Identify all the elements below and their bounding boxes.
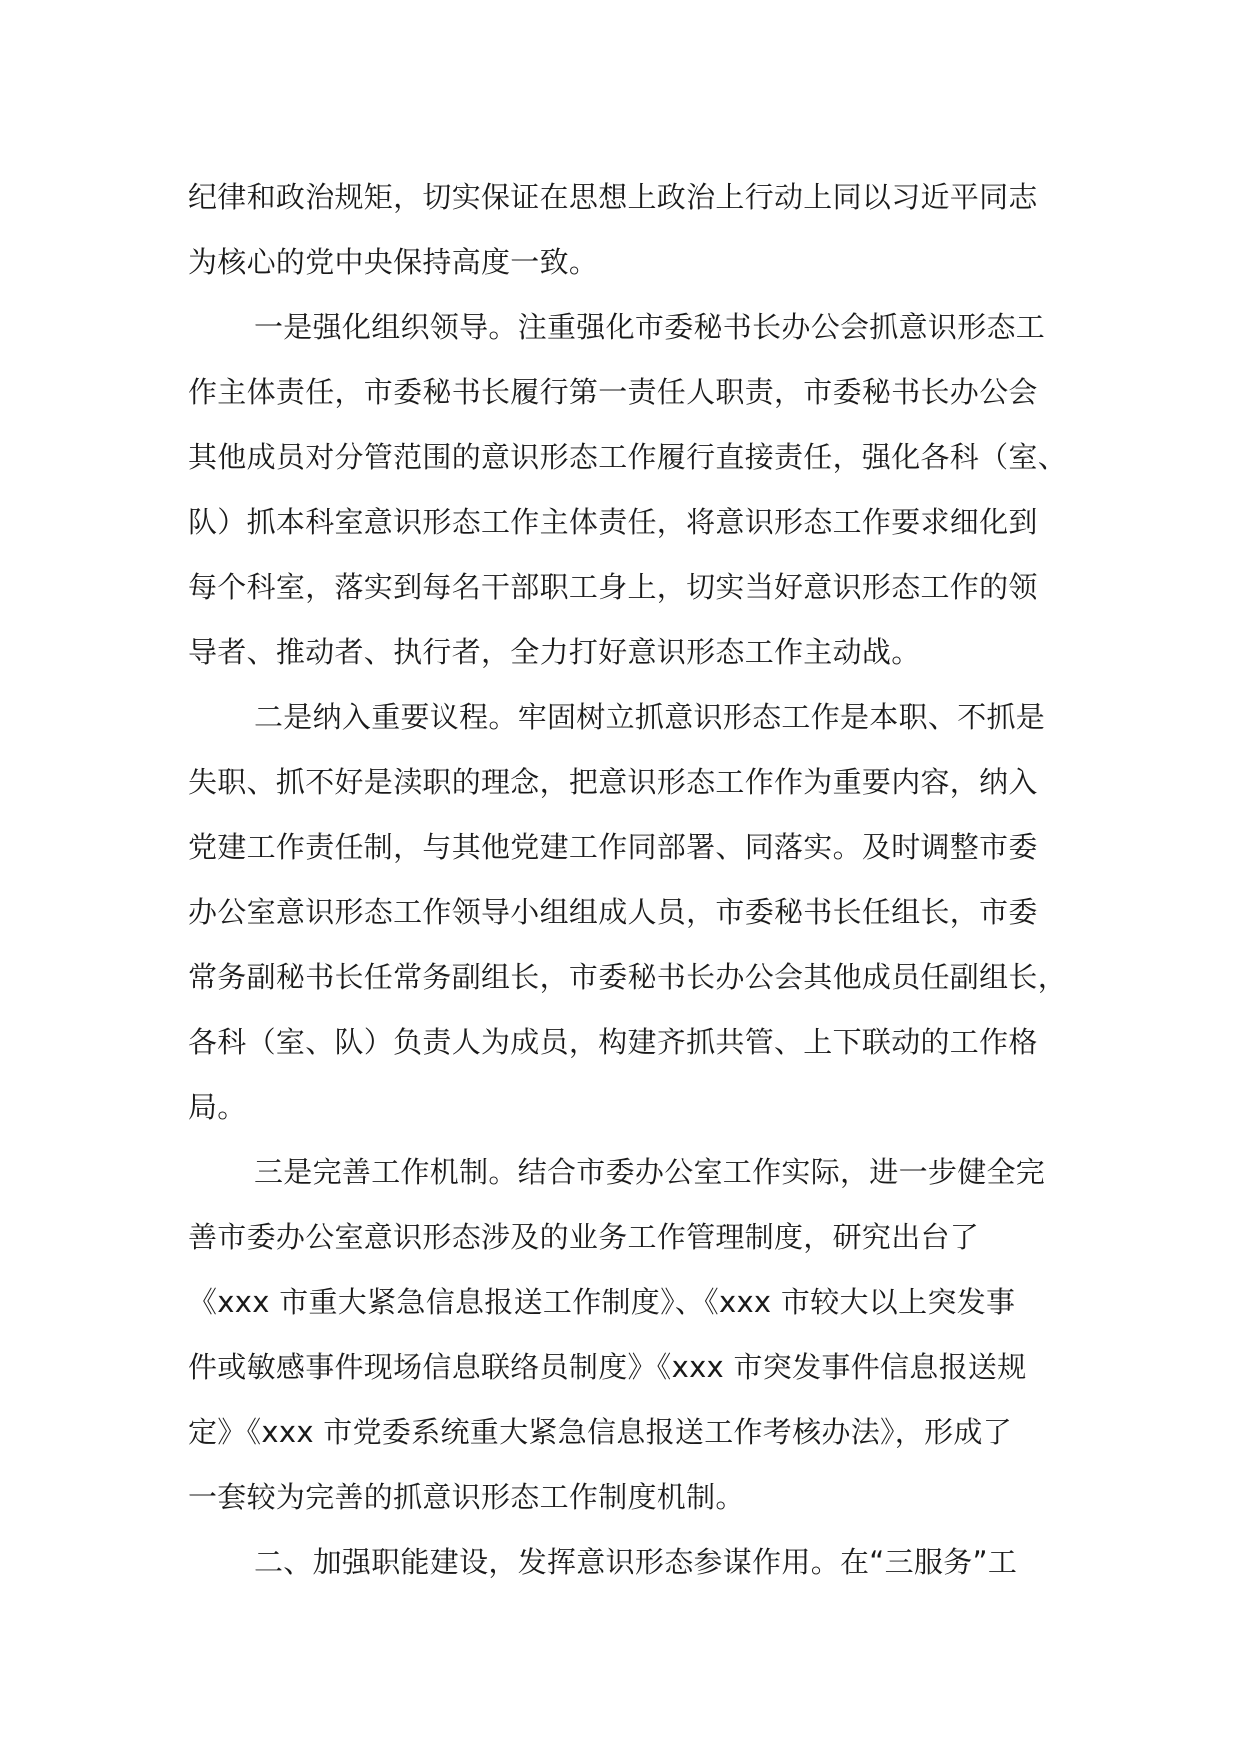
text-line: 每个科室，落实到每名干部职工身上，切实当好意识形态工作的领 <box>188 570 1038 604</box>
text-line: 其他成员对分管范围的意识形态工作履行直接责任，强化各科（室、 <box>188 440 1068 474</box>
section-heading-line: 二、加强职能建设，发挥意识形态参谋作用。在“三服务”工 <box>254 1545 1018 1579</box>
text-line: 党建工作责任制，与其他党建工作同部署、同落实。及时调整市委 <box>188 830 1038 864</box>
text-line: 纪律和政治规矩，切实保证在思想上政治上行动上同以习近平同志 <box>188 180 1038 214</box>
text-line: 作主体责任，市委秘书长履行第一责任人职责，市委秘书长办公会 <box>188 375 1038 409</box>
text-line: 为核心的党中央保持高度一致。 <box>188 245 599 279</box>
text-line: 定》《xxx 市党委系统重大紧急信息报送工作考核办法》，形成了 <box>188 1415 1013 1449</box>
text-line: 常务副秘书长任常务副组长，市委秘书长办公会其他成员任副组长， <box>188 960 1068 994</box>
text-line: 失职、抓不好是渎职的理念，把意识形态工作作为重要内容，纳入 <box>188 765 1038 799</box>
paragraph-start-line: 一是强化组织领导。注重强化市委秘书长办公会抓意识形态工 <box>254 310 1046 344</box>
document-body <box>188 165 1073 1595</box>
text-line: 善市委办公室意识形态涉及的业务工作管理制度，研究出台了 <box>188 1220 980 1254</box>
text-line: 各科（室、队）负责人为成员，构建齐抓共管、上下联动的工作格 <box>188 1025 1038 1059</box>
text-line: 办公室意识形态工作领导小组组成人员，市委秘书长任组长，市委 <box>188 895 1038 929</box>
text-line: 《xxx 市重大紧急信息报送工作制度》、《xxx 市较大以上突发事 <box>188 1285 1016 1319</box>
text-line: 局。 <box>188 1090 247 1124</box>
text-line: 一套较为完善的抓意识形态工作制度机制。 <box>188 1480 745 1514</box>
paragraph-start-line: 二是纳入重要议程。牢固树立抓意识形态工作是本职、不抓是 <box>254 700 1046 734</box>
paragraph-start-line: 三是完善工作机制。结合市委办公室工作实际，进一步健全完 <box>254 1155 1046 1189</box>
text-line: 件或敏感事件现场信息联络员制度》《xxx 市突发事件信息报送规 <box>188 1350 1027 1384</box>
text-line: 导者、推动者、执行者，全力打好意识形态工作主动战。 <box>188 635 921 669</box>
text-line: 队）抓本科室意识形态工作主体责任，将意识形态工作要求细化到 <box>188 505 1038 539</box>
